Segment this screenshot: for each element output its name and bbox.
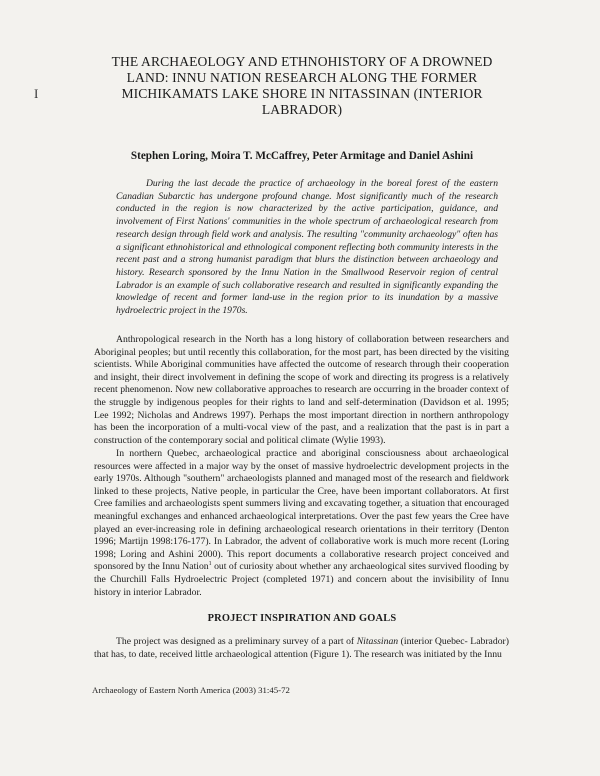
author-list: Stephen Loring, Moira T. McCaffrey, Peter Armitage and Daniel Ashini: [130, 150, 474, 162]
footnote-marker: 1: [208, 561, 212, 568]
italic-term: Nitassinan: [356, 636, 399, 647]
section-heading: PROJECT INSPIRATION AND GOALS: [207, 613, 397, 624]
paragraph-text: out of curiosity about whether any archaeological sites survived flooding by the Churchill Falls Hydroelectric Project (completed 1971) and concern about the invisibility of Innu history in interior Labrador.: [94, 561, 510, 598]
paragraph-text: (interior Quebec- Labrador) that has, to date, received little archaeological attention (Figure 1). The research was initiated by the Innu: [94, 636, 509, 660]
body-paragraph-1: Anthropological research in the North has a long history of collaboration between researchers and Aboriginal peoples; but until recently this collaboration, for the most part, has been directed by the visiting scientists. While Aboriginal communities have affected the outcome of research through their cooperation and insight, their direct involvement in defining the scope of work and directing its progress is a relatively recent phenomenon. Now new collaborative approaches to research are occurring in the broader context of the struggle by indigenous peoples for their rights to land and self-determination (Davidson et al. 1995; Lee 1992; Nicholas and Andrews 1997). Perhaps the most important direction in northern anthropology has been the incorporation of a multi-vocal view of the past, and a realization that the past is in part a construction of the contemporary social and political climate (Wylie 1993).: [94, 334, 509, 446]
abstract: During the last decade the practice of archaeology in the boreal forest of the eastern Canadian Subarctic has undergone profound change. Most significantly much of the research conducted in the region is now characterized by the active participation, guidance, and involvement of First Nations' communities in the whole spectrum of archaeological research from research design through field work and analysis. The resulting "community archaeology" often has a significant ethnohistorical and ethnological component reflecting both community interests in the recent past and a strong humanist paradigm that blurs the distinction between archaeology and history. Research sponsored by the Innu Nation in the Smallwood Reservoir region of central Labrador is an example of such collaborative research and resulted in significantly expanding the knowledge of recent and former land-use in the region prior to its inundation by a massive hydroelectric project in the 1970s.: [116, 178, 498, 317]
article-title: THE ARCHAEOLOGY AND ETHNOHISTORY OF A DROWNED LAND: INNU NATION RESEARCH ALONG THE FORMER MICHIKAMATS LAKE SHORE IN NITASSINAN (INTERIOR LABRADOR): [111, 54, 493, 117]
body-paragraph-3: [94, 636, 509, 661]
body-paragraph-2: [94, 448, 509, 599]
paragraph-text: In northern Quebec, archaeological practice and aboriginal consciousness about archaeological resources were affected in a major way by the onset of massive hydroelectric development projects in the early 1970s. Although "southern" archaeologists planned and managed most of the research and fieldwork linked to these projects, Native people, in particular the Cree, have been important collaborators. At first Cree families and archaeologists spent summers living and excavating together, a situation that encouraged meaningful exchanges and enhanced archaeological interpretations. Over the past few years the Cree have played an ever-increasing role in defining archaeological research orientations in their territory (Denton 1996; Martijn 1998:176-177). In Labrador, the advent of collaborative work is much more recent (Loring 1998; Loring and Ashini 2000). This report documents a collaborative research project conceived and sponsored by the Innu Nation: [94, 448, 509, 573]
margin-mark: I: [34, 86, 39, 101]
paragraph-text: The project was designed as a preliminary survey of a part of: [116, 636, 357, 647]
journal-citation-footer: Archaeology of Eastern North America (2003) 31:45-72: [92, 685, 290, 695]
